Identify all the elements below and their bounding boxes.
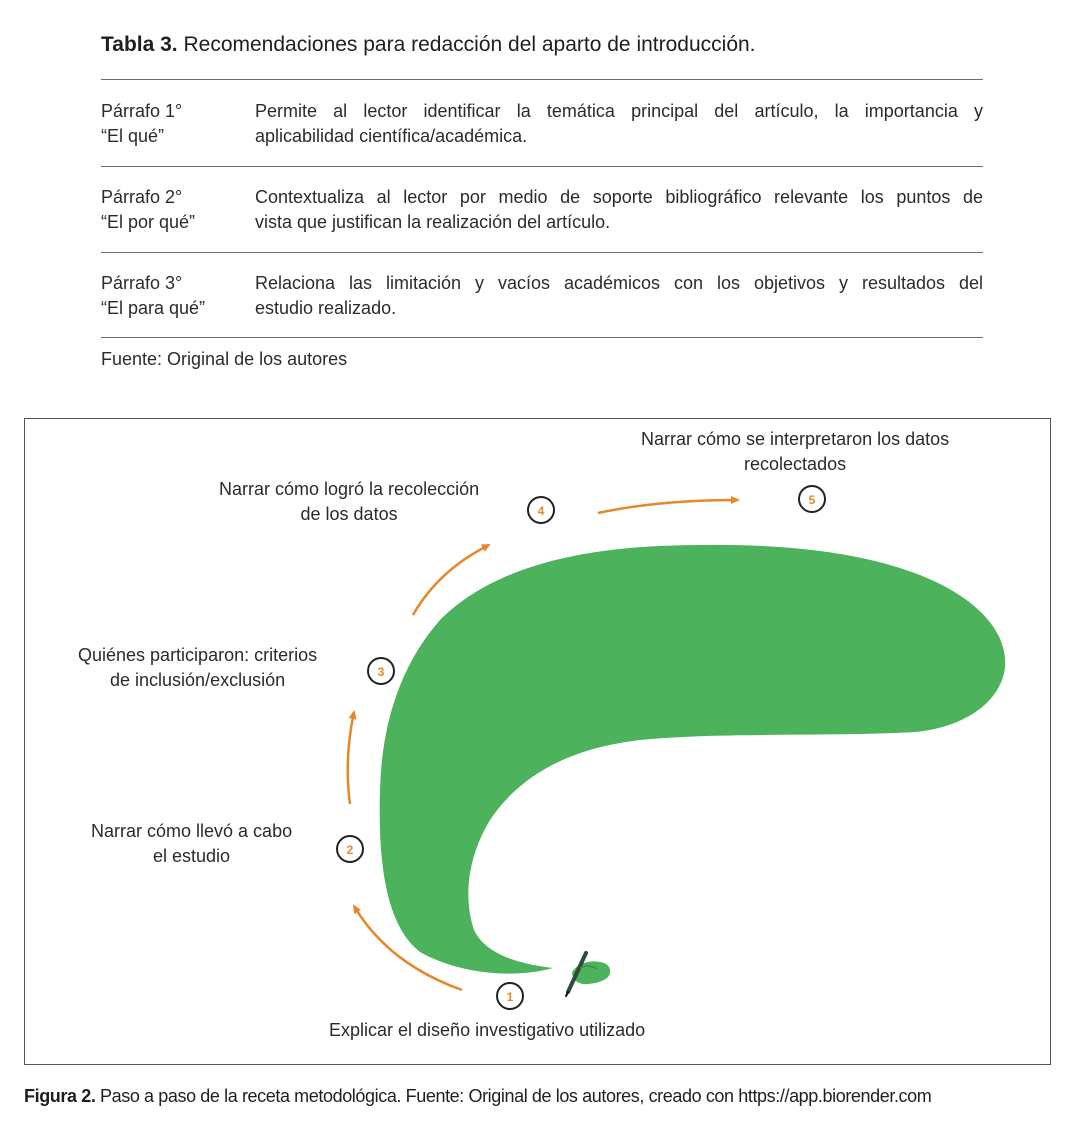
table-title-text: Recomendaciones para redacción del aparto de introducción. <box>183 33 756 56</box>
step-4-badge <box>528 497 554 523</box>
step-3-label <box>78 643 317 693</box>
step-2-label-line-1: Narrar cómo llevó a cabo <box>91 821 293 841</box>
paragraph-question: “El qué” <box>101 126 165 146</box>
step-5-label <box>641 427 949 477</box>
step-2-badge <box>337 836 363 862</box>
step-3-label-line-2: de inclusión/exclusión <box>110 670 286 690</box>
description-line: aplicabilidad científica/académica. <box>255 126 528 146</box>
step-5-label-line-2: recolectados <box>744 454 847 474</box>
description-line: vista que justifican la realización del artículo. <box>255 212 611 232</box>
arrow-2-to-3 <box>348 712 354 804</box>
table-source: Fuente: Original de los autores <box>101 349 348 369</box>
step-1-badge <box>497 983 523 1009</box>
paragraph-label: Párrafo 3° <box>101 273 183 293</box>
step-2-label <box>91 819 292 869</box>
step-4-number: 4 <box>537 504 545 518</box>
step-4-label-line-1: Narrar cómo logró la recolección <box>219 479 480 499</box>
figure-caption-label: Figura 2. <box>24 1086 96 1106</box>
step-3-badge <box>368 658 394 684</box>
step-5-badge <box>799 486 825 512</box>
description-line: estudio realizado. <box>255 298 397 318</box>
hand-writing-icon <box>566 953 610 996</box>
description-line: Contextualiza al lector por medio de soporte bibliográfico relevante los puntos de <box>255 187 983 207</box>
figure-caption <box>24 1086 931 1107</box>
paragraph-label: Párrafo 1° <box>101 101 183 121</box>
step-2-label-line-2: el estudio <box>153 846 231 866</box>
step-5-number: 5 <box>808 493 816 507</box>
step-5-label-line-1: Narrar cómo se interpretaron los datos <box>641 429 950 449</box>
paragraph-label: Párrafo 2° <box>101 187 183 207</box>
description-line: Permite al lector identificar la temática principal del artículo, la importancia y <box>255 101 983 121</box>
description-line: Relaciona las limitación y vacíos académicos con los objetivos y resultados del <box>255 273 983 293</box>
paragraph-question: “El para qué” <box>101 298 206 318</box>
step-1-label <box>329 1018 645 1043</box>
table-label: Tabla 3. <box>101 33 178 56</box>
paragraph-question: “El por qué” <box>101 212 196 232</box>
step-1-label-line-1: Explicar el diseño investigativo utilizado <box>329 1020 646 1040</box>
green-blob-shape <box>377 545 1005 974</box>
figure-caption-text: Paso a paso de la receta metodológica. Fuente: Original de los autores, creado con https://app.biorender.com <box>100 1086 932 1106</box>
step-3-label-line-1: Quiénes participaron: criterios <box>78 645 318 665</box>
step-4-label-line-2: de los datos <box>300 504 398 524</box>
step-2-number: 2 <box>346 843 354 857</box>
step-1-number: 1 <box>506 990 514 1004</box>
step-4-label <box>219 477 479 527</box>
arrow-4-to-5 <box>598 500 738 513</box>
step-3-number: 3 <box>377 665 385 679</box>
